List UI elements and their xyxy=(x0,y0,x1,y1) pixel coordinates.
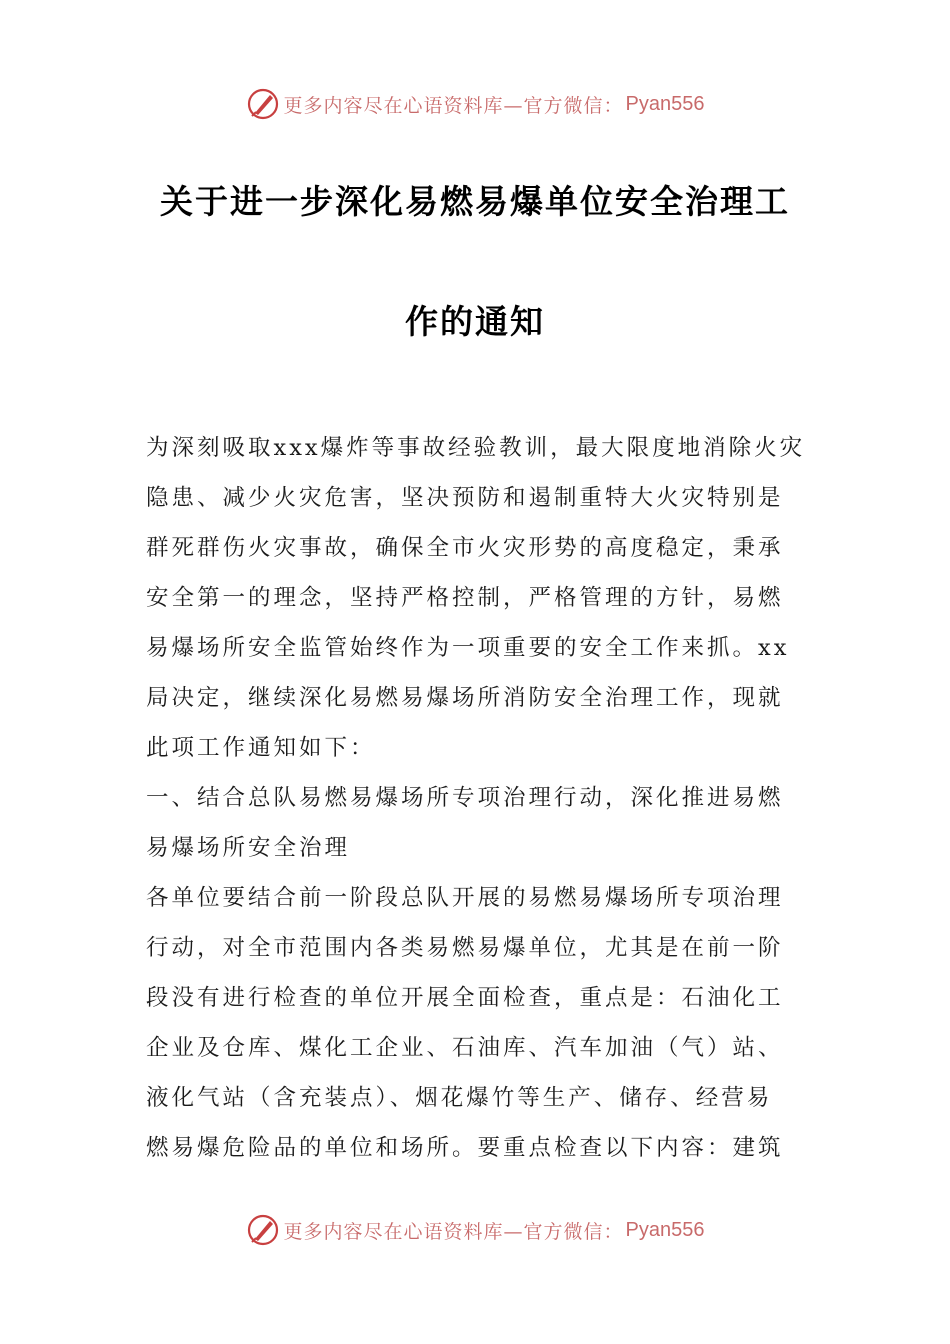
body-line: 易爆场所安全监管始终作为一项重要的安全工作来抓。xx xyxy=(146,635,790,661)
document-body xyxy=(146,423,810,1173)
body-line: 为深刻吸取xxx爆炸等事故经验教训，最大限度地消除火灾 xyxy=(146,435,806,461)
body-line: 企业及仓库、煤化工企业、石油库、汽车加油（气）站、 xyxy=(146,1035,784,1061)
body-line: 隐患、减少火灾危害，坚决预防和遏制重特大火灾特别是 xyxy=(146,485,784,511)
watermark-text: 更多内容尽在心语资料库—官方微信： xyxy=(283,1220,624,1243)
body-line: 安全第一的理念，坚持严格控制，严格管理的方针，易燃 xyxy=(146,585,784,611)
body-line: 行动，对全市范围内各类易燃易爆单位，尤其是在前一阶 xyxy=(146,935,784,961)
quill-pen-logo-icon xyxy=(246,1213,280,1247)
document-title-line-2: 作的通知 xyxy=(405,302,545,341)
body-line: 群死群伤火灾事故，确保全市火灾形势的高度稳定，秉承 xyxy=(146,535,784,561)
body-line: 各单位要结合前一阶段总队开展的易燃易爆场所专项治理 xyxy=(146,885,784,911)
watermark-text: 更多内容尽在心语资料库—官方微信： xyxy=(283,94,624,117)
body-line: 此项工作通知如下： xyxy=(146,735,376,761)
body-line: 局决定，继续深化易燃易爆场所消防安全治理工作，现就 xyxy=(146,685,784,711)
watermark-wechat-id: Pyan556 xyxy=(625,92,705,115)
watermark-banner-top xyxy=(0,84,950,124)
quill-pen-logo-icon xyxy=(246,87,280,121)
section-heading-line: 易爆场所安全治理 xyxy=(146,835,351,861)
body-line: 液化气站（含充装点）、烟花爆竹等生产、储存、经营易 xyxy=(146,1085,773,1111)
document-title-line-1: 关于进一步深化易燃易爆单位安全治理工 xyxy=(160,182,790,221)
section-heading-line: 一、结合总队易燃易爆场所专项治理行动，深化推进易燃 xyxy=(146,785,784,811)
watermark-banner-bottom xyxy=(0,1210,950,1250)
body-line: 燃易爆危险品的单位和场所。要重点检查以下内容：建筑 xyxy=(146,1135,784,1161)
body-line: 段没有进行检查的单位开展全面检查，重点是：石油化工 xyxy=(146,985,784,1011)
watermark-wechat-id: Pyan556 xyxy=(625,1218,705,1241)
